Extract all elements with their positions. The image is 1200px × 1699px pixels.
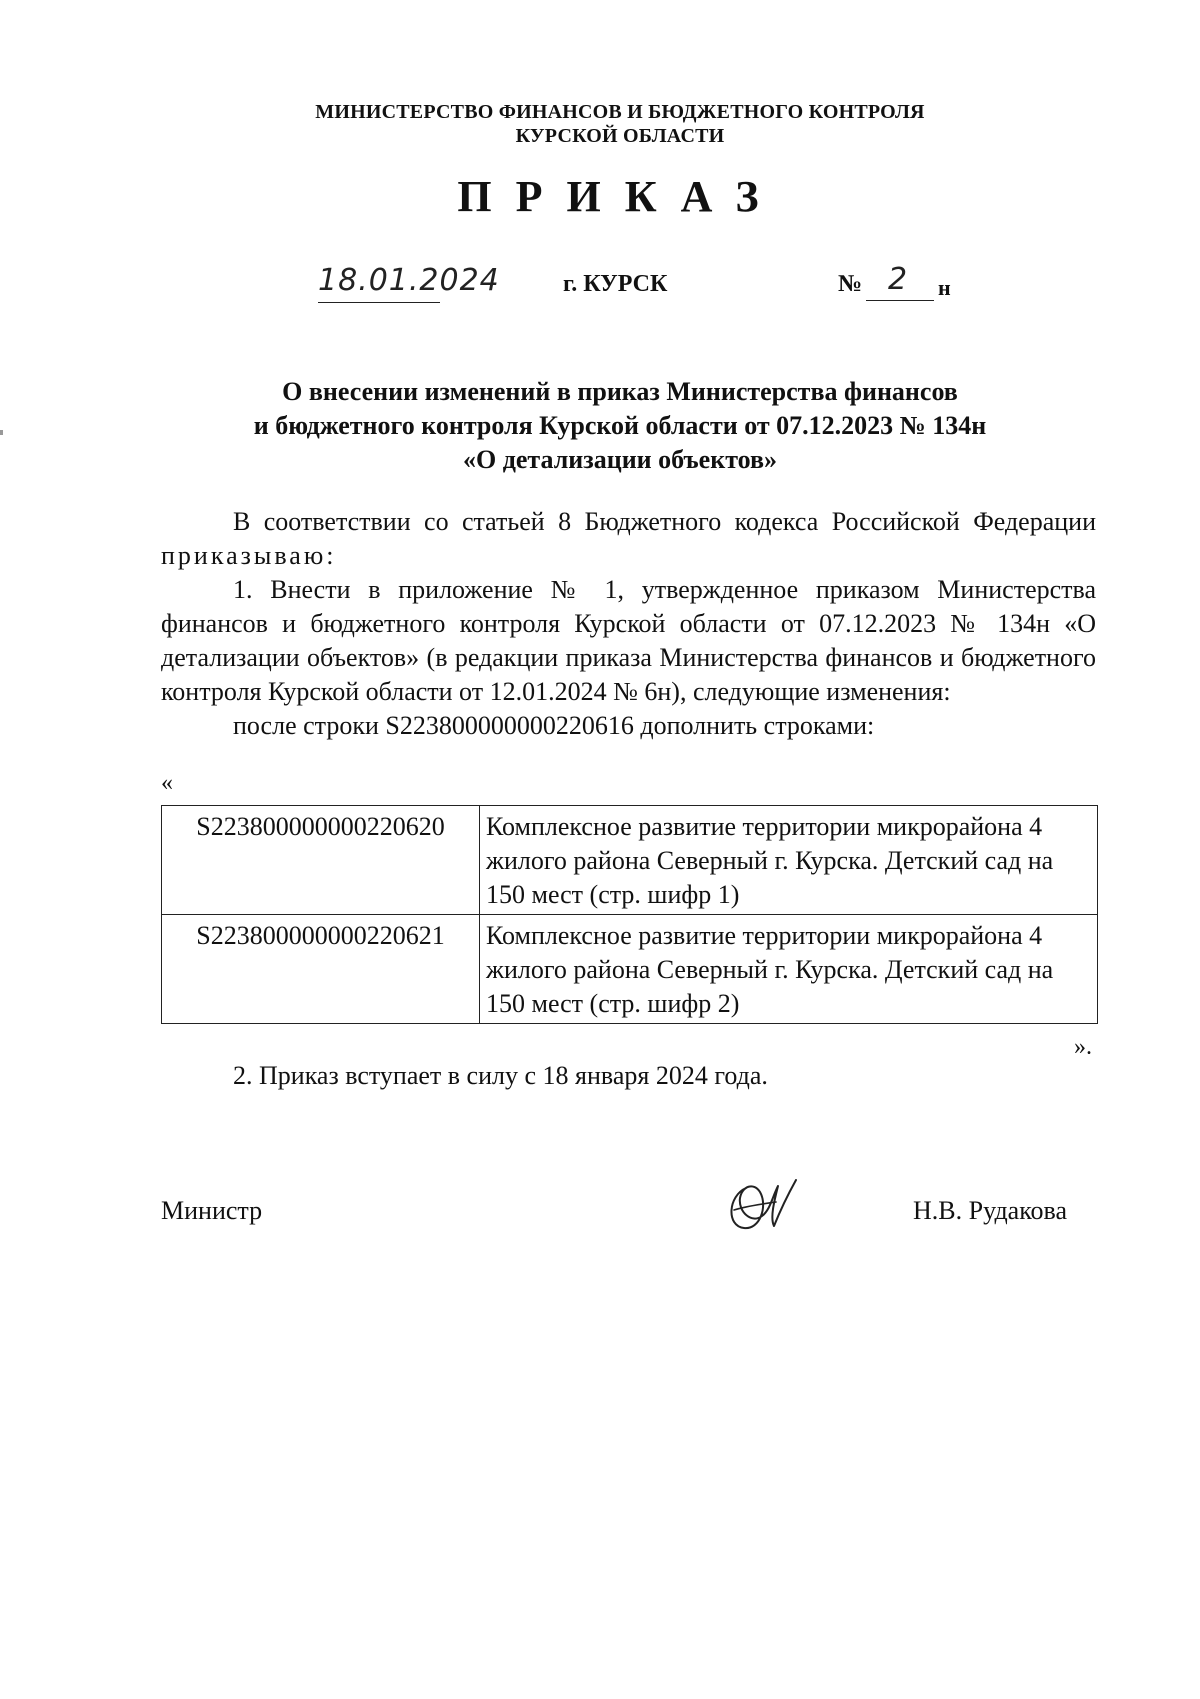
order-date: 18.01.2024: [318, 263, 500, 298]
handwritten-signature: [716, 1168, 806, 1238]
object-code: S223800000000220620: [162, 806, 480, 915]
table-row: [162, 806, 1098, 915]
order-number: 2: [888, 262, 908, 297]
intro-text: В соответствии со статьей 8 Бюджетного кодекса Российской Федерации: [233, 507, 1096, 536]
intro-paragraph: [161, 505, 1096, 573]
table-row: [162, 915, 1098, 1024]
signer-name: Н.В. Рудакова: [913, 1196, 1067, 1225]
order-subject: [0, 375, 1200, 477]
object-code: S223800000000220621: [162, 915, 480, 1024]
order-city: г. КУРСК: [563, 271, 668, 297]
subject-line2: и бюджетного контроля Курской области от 07.12.2023 № 134н: [253, 411, 987, 440]
ministry-header: [0, 100, 1200, 148]
ministry-line1: МИНИСТЕРСТВО ФИНАНСОВ И БЮДЖЕТНОГО КОНТРОЛЯ: [315, 101, 925, 123]
quote-open: «: [161, 770, 173, 796]
item1-subparagraph: после строки S223800000000220616 дополнить строками:: [233, 711, 875, 740]
order-body: [161, 505, 1096, 743]
date-underline: [318, 302, 440, 303]
item2-paragraph: 2. Приказ вступает в силу с 18 января 2024 года.: [233, 1061, 768, 1090]
object-name: Комплексное развитие территории микрорайона 4 жилого района Северный г. Курска. Детский сад на 150 мест (стр. шифр 1): [480, 806, 1098, 915]
subject-line3: «О детализации объектов»: [462, 445, 778, 474]
object-name: Комплексное развитие территории микрорайона 4 жилого района Северный г. Курска. Детский сад на 150 мест (стр. шифр 2): [480, 915, 1098, 1024]
number-sign: №: [838, 271, 863, 297]
subject-line1: О внесении изменений в приказ Министерства финансов: [282, 377, 958, 406]
intro-order-word: приказываю:: [161, 541, 337, 570]
item1-paragraph: 1. Внести в приложение № 1, утвержденное приказом Министерства финансов и бюджетного контроля Курской области от 07.12.2023 № 134н «О детализации объектов» (в редакции приказа Министерства финансов и бюджетного контроля Курской области от 12.01.2024 № 6н), следующие изменения:: [161, 575, 1096, 706]
number-suffix: н: [938, 275, 951, 300]
ministry-line2: КУРСКОЙ ОБЛАСТИ: [515, 125, 725, 147]
number-underline: [866, 300, 934, 301]
document-type-title: ПРИКАЗ: [457, 172, 783, 221]
objects-table: [161, 805, 1098, 1024]
signer-position: Министр: [161, 1196, 263, 1225]
quote-close: ».: [1074, 1034, 1092, 1060]
